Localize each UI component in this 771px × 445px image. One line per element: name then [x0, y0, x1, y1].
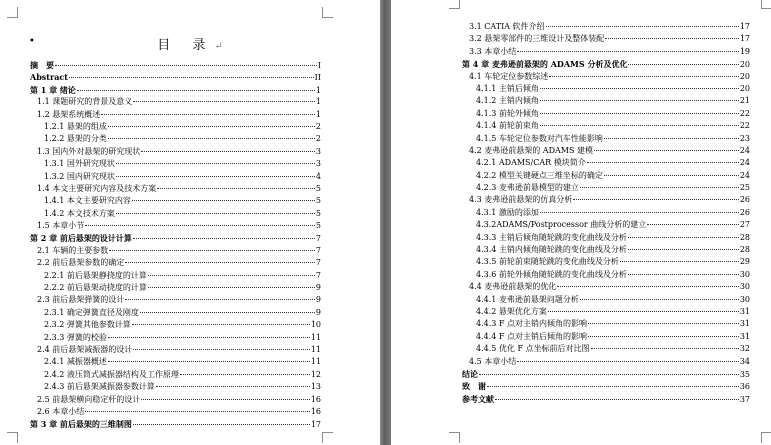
toc-entry-page-number: 34 [739, 356, 750, 366]
crop-mark-bottom-left [449, 432, 460, 443]
toc-entry-page-number: 3 [315, 159, 321, 169]
toc-entry-page-number: 28 [739, 245, 750, 255]
toc-dot-leader [548, 311, 739, 312]
toc-dot-leader [108, 126, 315, 127]
toc-entry-label: 4.1.3 前轮外倾角 [476, 108, 539, 118]
toc-dot-leader [540, 88, 739, 89]
toc-dot-leader [108, 361, 310, 362]
toc-entry-label: 4.4.3 F 点对主销内倾角的影响 [476, 319, 587, 329]
toc-entry[interactable] [462, 318, 750, 330]
toc-dot-leader [540, 125, 739, 126]
toc-entry-page-number: 20 [739, 83, 750, 93]
toc-dot-leader [125, 262, 315, 263]
toc-entry-page-number: 22 [739, 108, 750, 118]
toc-entry-label: 2.3.1 确定弹簧直径及刚度 [44, 307, 139, 317]
toc-dot-leader [125, 299, 315, 300]
toc-entry[interactable] [462, 219, 750, 231]
toc-entry-label: 2.1 车辆的主要参数 [37, 245, 109, 255]
page-gap [380, 0, 391, 445]
toc-entry[interactable] [30, 245, 321, 257]
toc-dot-leader [604, 138, 739, 139]
toc-entry-label: 摘 要 [30, 60, 54, 70]
toc-entry[interactable] [462, 145, 750, 157]
toc-entry[interactable] [462, 108, 750, 120]
toc-entry-page-number: 37 [739, 394, 750, 404]
toc-entry-label: 4.1.4 前轮前束角 [476, 121, 539, 131]
toc-dot-leader [540, 113, 739, 114]
toc-entry-label: 2.3.3 弹簧的校验 [44, 332, 107, 342]
toc-entry-page-number: I [317, 61, 321, 70]
toc-entry-label: 4.3.6 前轮外倾角随轮跳的变化曲线及分析 [476, 269, 627, 279]
toc-dot-leader [604, 175, 739, 176]
toc-entry-label: 4.4.4 F 点对主销后倾角的影响 [476, 331, 587, 341]
toc-entry-page-number: 9 [315, 283, 321, 293]
crop-mark-top-left [7, 7, 18, 18]
toc-entry-label: 1.3 国内外对悬架的研究现状 [37, 146, 141, 156]
toc-entry-page-number: 5 [315, 196, 321, 206]
toc-entry[interactable] [30, 195, 321, 207]
toc-entry-page-number: 17 [739, 34, 750, 44]
toc-entry-page-number: 2 [315, 121, 321, 131]
toc-entry-page-number: 20 [739, 60, 750, 70]
toc-entry[interactable] [462, 343, 750, 355]
toc-entry-label: 4.2.1 ADAMS/CAR 模块简介 [476, 158, 586, 168]
toc-entry-label: 1.4.1 本文主要研究内容 [44, 196, 131, 206]
toc-entry-label: 4.3.4 主销内倾角随轮跳的变化曲线及分析 [476, 245, 627, 255]
toc-entry[interactable] [462, 182, 750, 194]
toc-entry[interactable] [462, 269, 750, 281]
toc-entry-page-number: 5 [315, 183, 321, 193]
toc-entry[interactable] [30, 332, 321, 344]
toc-entry-page-number: 26 [739, 195, 750, 205]
toc-entry[interactable] [30, 406, 321, 418]
toc-entry[interactable] [462, 368, 750, 380]
toc-entry[interactable] [30, 208, 321, 220]
toc-entry-page-number: 23 [739, 133, 750, 143]
toc-entry[interactable] [30, 133, 321, 145]
toc-dot-leader [116, 213, 315, 214]
toc-entry-label: 4.3.5 前轮前束随轮跳的变化曲线及分析 [476, 257, 619, 267]
toc-entry[interactable] [462, 46, 750, 58]
toc-entry-page-number: 1 [315, 85, 321, 95]
toc-entry-page-number: 2 [315, 134, 321, 144]
toc-entry[interactable] [30, 59, 321, 71]
toc-entry-label: 4.3.3 主销后倾角随轮跳的变化曲线及分析 [476, 232, 627, 242]
toc-entry[interactable] [462, 294, 750, 306]
toc-entry-page-number: 7 [315, 258, 321, 268]
toc-dot-leader [605, 38, 739, 39]
toc-dot-leader [140, 312, 315, 313]
crop-mark-bottom-left [7, 432, 18, 443]
toc-entry-page-number: 28 [739, 232, 750, 242]
toc-entry[interactable] [30, 171, 321, 183]
toc-entry[interactable] [462, 281, 750, 293]
toc-entry-label: 4.1.2 主销内倾角 [476, 96, 539, 106]
toc-entry-page-number: 4 [315, 171, 321, 181]
toc-entry-label: 1.2.2 悬架的分类 [44, 134, 107, 144]
paragraph-bullet: • [29, 36, 35, 47]
toc-entry-page-number: 11 [310, 332, 321, 342]
toc-entry-page-number: 31 [739, 306, 750, 316]
toc-entry-page-number: 12 [310, 369, 321, 379]
toc-entry[interactable] [30, 294, 321, 306]
toc-entry-page-number: 35 [739, 369, 750, 379]
toc-entry[interactable] [462, 120, 750, 132]
toc-entry[interactable] [30, 394, 321, 406]
toc-entry-label: 2.2.1 前后悬架静挠度的计算 [44, 270, 147, 280]
toc-entry-page-number: 9 [315, 295, 321, 305]
toc-entry[interactable] [30, 369, 321, 381]
toc-entry[interactable] [462, 194, 750, 206]
toc-entry-label: Abstract [30, 72, 68, 83]
toc-entry-page-number: 32 [739, 344, 750, 354]
toc-entry[interactable] [462, 380, 750, 392]
toc-dot-leader [148, 275, 315, 276]
toc-entry[interactable] [30, 270, 321, 282]
toc-entry-label: 4.2.2 模型关键硬点三维坐标的确定 [476, 170, 603, 180]
toc-entry-page-number: 30 [739, 294, 750, 304]
toc-entry-page-number: 31 [739, 331, 750, 341]
toc-entry[interactable] [30, 109, 321, 121]
toc-entry[interactable] [30, 146, 321, 158]
toc-entry[interactable] [30, 84, 321, 96]
toc-entry-page-number: 16 [310, 394, 321, 404]
toc-entry[interactable] [462, 256, 750, 268]
toc-entry[interactable] [462, 83, 750, 95]
toc-entry[interactable] [462, 306, 750, 318]
toc-dot-leader [587, 162, 739, 163]
toc-dot-leader [591, 348, 739, 349]
toc-dot-leader [69, 77, 314, 78]
toc-dot-leader [517, 361, 739, 362]
toc-dot-leader [546, 26, 739, 27]
toc-dot-leader [580, 299, 739, 300]
toc-dot-leader [620, 261, 739, 262]
toc-entry-label: 2.2.2 前后悬架动挠度的计算 [44, 283, 147, 293]
toc-entry-page-number: 9 [315, 307, 321, 317]
toc-entry-label: 2.4 前后悬架减振器的设计 [37, 344, 133, 354]
toc-dot-leader [628, 249, 739, 250]
toc-entry-label: 参考文献 [462, 393, 494, 404]
toc-entry[interactable] [462, 33, 750, 45]
toc-dot-leader [549, 76, 739, 77]
toc-entry-page-number: 11 [310, 344, 321, 354]
toc-entry-label: 1.4 本文主要研究内容及技术方案 [37, 183, 157, 193]
toc-dot-leader [55, 65, 317, 66]
toc-dot-leader [132, 324, 310, 325]
toc-entry-page-number: 27 [739, 220, 750, 230]
toc-entry[interactable] [30, 319, 321, 331]
toc-dot-leader [628, 274, 739, 275]
toc-entry-page-number: 30 [739, 282, 750, 292]
toc-dot-leader [495, 399, 739, 400]
toc-entry[interactable] [30, 356, 321, 368]
toc-entry[interactable] [462, 133, 750, 145]
toc-entry[interactable] [462, 331, 750, 343]
toc-entry-label: 4.1.5 车轮定位参数对汽车性能影响 [476, 133, 603, 143]
toc-entry-page-number: II [314, 73, 321, 83]
toc-entry[interactable] [462, 21, 750, 33]
crop-mark-bottom-right [322, 432, 333, 443]
toc-entry-page-number: 24 [739, 145, 750, 155]
toc-title[interactable] [0, 34, 380, 53]
toc-dot-leader [77, 90, 315, 91]
crop-mark-bottom-right [761, 432, 771, 443]
toc-entry-page-number: 24 [739, 170, 750, 180]
toc-entry-page-number: 3 [315, 146, 321, 156]
toc-entry-label: 2.4.3 前后悬架减振器参数计算 [44, 382, 155, 392]
toc-entry-label: 1.4.2 本文技术方案 [44, 208, 115, 218]
document-page-left [0, 0, 380, 445]
toc-entry[interactable] [30, 418, 321, 430]
toc-entry-label: 2.6 本章小结 [37, 406, 85, 416]
toc-entry-page-number: 17 [310, 420, 321, 430]
toc-entry-page-number: 20 [739, 71, 750, 81]
toc-entry-label: 4.3 麦弗逊前悬架的仿真分析 [469, 195, 573, 205]
toc-dot-leader [108, 138, 315, 139]
toc-entry-page-number: 24 [739, 158, 750, 168]
toc-entry-label: 3.3 本章小结 [469, 46, 517, 56]
toc-entry-page-number: 10 [310, 320, 321, 330]
toc-entry-page-number: 19 [739, 46, 750, 56]
toc-dot-leader [588, 323, 739, 324]
toc-dot-leader [588, 336, 739, 337]
toc-entry-page-number: 5 [315, 208, 321, 218]
toc-dot-leader [580, 187, 739, 188]
toc-entry[interactable] [462, 95, 750, 107]
toc-dot-leader [517, 51, 739, 52]
toc-dot-leader [133, 101, 315, 102]
toc-entry-page-number: 7 [315, 245, 321, 255]
toc-entry-label: 4.3.2ADAMS/Postprocessor 曲线分析的建立 [476, 220, 647, 230]
toc-entry-page-number: 16 [310, 406, 321, 416]
toc-dot-leader [573, 199, 739, 200]
toc-entry-label: 4.4.5 优化 F 点坐标前后对比图 [476, 344, 590, 354]
toc-entry-label: 2.4.1 减振器概述 [44, 357, 107, 367]
toc-entry-label: 第 1 章 绪论 [30, 84, 76, 95]
toc-entry[interactable] [462, 170, 750, 182]
toc-entry-label: 4.2.3 麦弗逊前悬模型的建立 [476, 183, 579, 193]
toc-entry-page-number: 36 [739, 382, 750, 392]
toc-dot-leader [85, 225, 315, 226]
toc-entry-label: 1.1 课题研究的背景及意义 [37, 97, 133, 107]
toc-dot-leader [116, 176, 315, 177]
toc-entry-label: 4.4.2 悬架优化方案 [476, 306, 547, 316]
toc-entry[interactable] [462, 244, 750, 256]
toc-entry[interactable] [30, 71, 321, 83]
toc-entry[interactable] [30, 183, 321, 195]
toc-entry-page-number: 1 [315, 109, 321, 119]
toc-dot-leader [647, 224, 739, 225]
toc-dot-leader [487, 386, 739, 387]
toc-entry-label: 2.3 前后悬架弹簧的设计 [37, 295, 125, 305]
toc-entry[interactable] [30, 282, 321, 294]
toc-entry[interactable] [30, 220, 321, 232]
toc-entry[interactable] [30, 232, 321, 244]
toc-dot-leader [85, 411, 310, 412]
toc-dot-leader [133, 238, 315, 239]
toc-dot-leader [628, 64, 738, 65]
toc-dot-leader [108, 337, 310, 338]
toc-dot-leader [180, 374, 310, 375]
toc-dot-leader [479, 374, 739, 375]
toc-dot-leader [148, 287, 315, 288]
toc-entry[interactable] [462, 232, 750, 244]
toc-entry-label: 1.3.2 国内研究现状 [44, 171, 115, 181]
toc-entry-label: 1.2.1 悬架的组成 [44, 121, 107, 131]
toc-dot-leader [133, 424, 310, 425]
toc-dot-leader [109, 250, 315, 251]
toc-entry-page-number: 29 [739, 257, 750, 267]
toc-entry-page-number: 26 [739, 207, 750, 217]
toc-dot-leader [557, 286, 739, 287]
toc-dot-leader [132, 200, 315, 201]
toc-entry-label: 1.5 本章小节 [37, 221, 85, 231]
toc-dot-leader [101, 114, 315, 115]
toc-entry-label: 1.2 悬架系统概述 [37, 109, 101, 119]
toc-entry[interactable] [462, 393, 750, 405]
toc-entry-page-number: 25 [739, 183, 750, 193]
toc-entry-label: 4.1 车轮定位参数综述 [469, 71, 549, 81]
toc-entry-label: 2.3.2 弹簧其他参数计算 [44, 320, 131, 330]
toc-entry[interactable] [30, 344, 321, 356]
toc-entry[interactable] [30, 307, 321, 319]
toc-dot-leader [156, 386, 310, 387]
toc-entry-page-number: 7 [315, 270, 321, 280]
toc-entry-label: 4.4.1 麦弗逊前悬架问题分析 [476, 294, 579, 304]
toc-entry[interactable] [462, 157, 750, 169]
toc-title-text: 目 录 [157, 38, 215, 53]
toc-dot-leader [540, 212, 739, 213]
toc-dot-leader [594, 150, 739, 151]
toc-list-right [462, 21, 750, 405]
toc-entry-label: 结论 [462, 368, 478, 379]
crop-mark-top-right [761, 0, 771, 9]
toc-entry[interactable] [30, 257, 321, 269]
toc-entry-label: 2.4.2 液压筒式减振器结构及工作原理 [44, 369, 179, 379]
toc-entry-page-number: 30 [739, 269, 750, 279]
toc-entry-label: 第 2 章 前后悬架的设计计算 [30, 233, 132, 244]
toc-entry-label: 4.4 麦弗逊前悬架的优化 [469, 282, 557, 292]
toc-entry-page-number: 7 [315, 234, 321, 244]
toc-entry-page-number: 5 [315, 221, 321, 231]
toc-entry-label: 致 谢 [462, 381, 486, 392]
toc-entry-page-number: 11 [310, 357, 321, 367]
toc-entry-label: 2.2 前后悬架参数的确定 [37, 258, 125, 268]
toc-entry[interactable] [30, 381, 321, 393]
toc-entry-label: 第 3 章 前后悬架的三维制图 [30, 419, 132, 430]
toc-entry[interactable] [30, 96, 321, 108]
toc-entry-page-number: 13 [310, 382, 321, 392]
toc-dot-leader [116, 163, 315, 164]
toc-entry[interactable] [30, 121, 321, 133]
toc-entry-label: 4.2 麦弗逊前悬架的 ADAMS 建模 [469, 145, 593, 155]
paragraph-mark-icon: ↵ [214, 41, 223, 52]
toc-entry-page-number: 21 [739, 96, 750, 106]
crop-mark-top-left [449, 0, 460, 9]
toc-list-left [30, 59, 321, 431]
toc-entry-label: 4.3.1 激励的添加 [476, 207, 539, 217]
toc-entry-label: 3.1 CATIA 软件介绍 [469, 22, 545, 31]
crop-mark-top-right [322, 7, 333, 18]
toc-entry[interactable] [462, 58, 750, 70]
toc-entry-label: 3.2 悬架零部件的三维设计及整体装配 [469, 34, 605, 44]
toc-entry[interactable] [30, 158, 321, 170]
toc-entry-label: 4.1.1 主销后倾角 [476, 83, 539, 93]
toc-entry-label: 2.5 前悬架横向稳定杆的设计 [37, 394, 141, 404]
toc-dot-leader [133, 349, 310, 350]
toc-entry[interactable] [462, 356, 750, 368]
toc-dot-leader [157, 188, 315, 189]
toc-entry-page-number: 1 [315, 97, 321, 107]
toc-entry[interactable] [462, 207, 750, 219]
toc-dot-leader [141, 399, 310, 400]
toc-dot-leader [540, 100, 739, 101]
toc-entry-page-number: 31 [739, 319, 750, 329]
toc-dot-leader [141, 151, 315, 152]
toc-entry-label: 第 4 章 麦弗逊前悬架的 ADAMS 分析及优化 [462, 59, 628, 70]
toc-entry-page-number: 22 [739, 121, 750, 131]
toc-entry-page-number: 17 [739, 22, 750, 31]
toc-entry[interactable] [462, 71, 750, 83]
toc-dot-leader [628, 237, 739, 238]
toc-entry-label: 1.3.1 国外研究现状 [44, 159, 115, 169]
toc-entry-label: 4.5 本章小结 [469, 356, 517, 366]
